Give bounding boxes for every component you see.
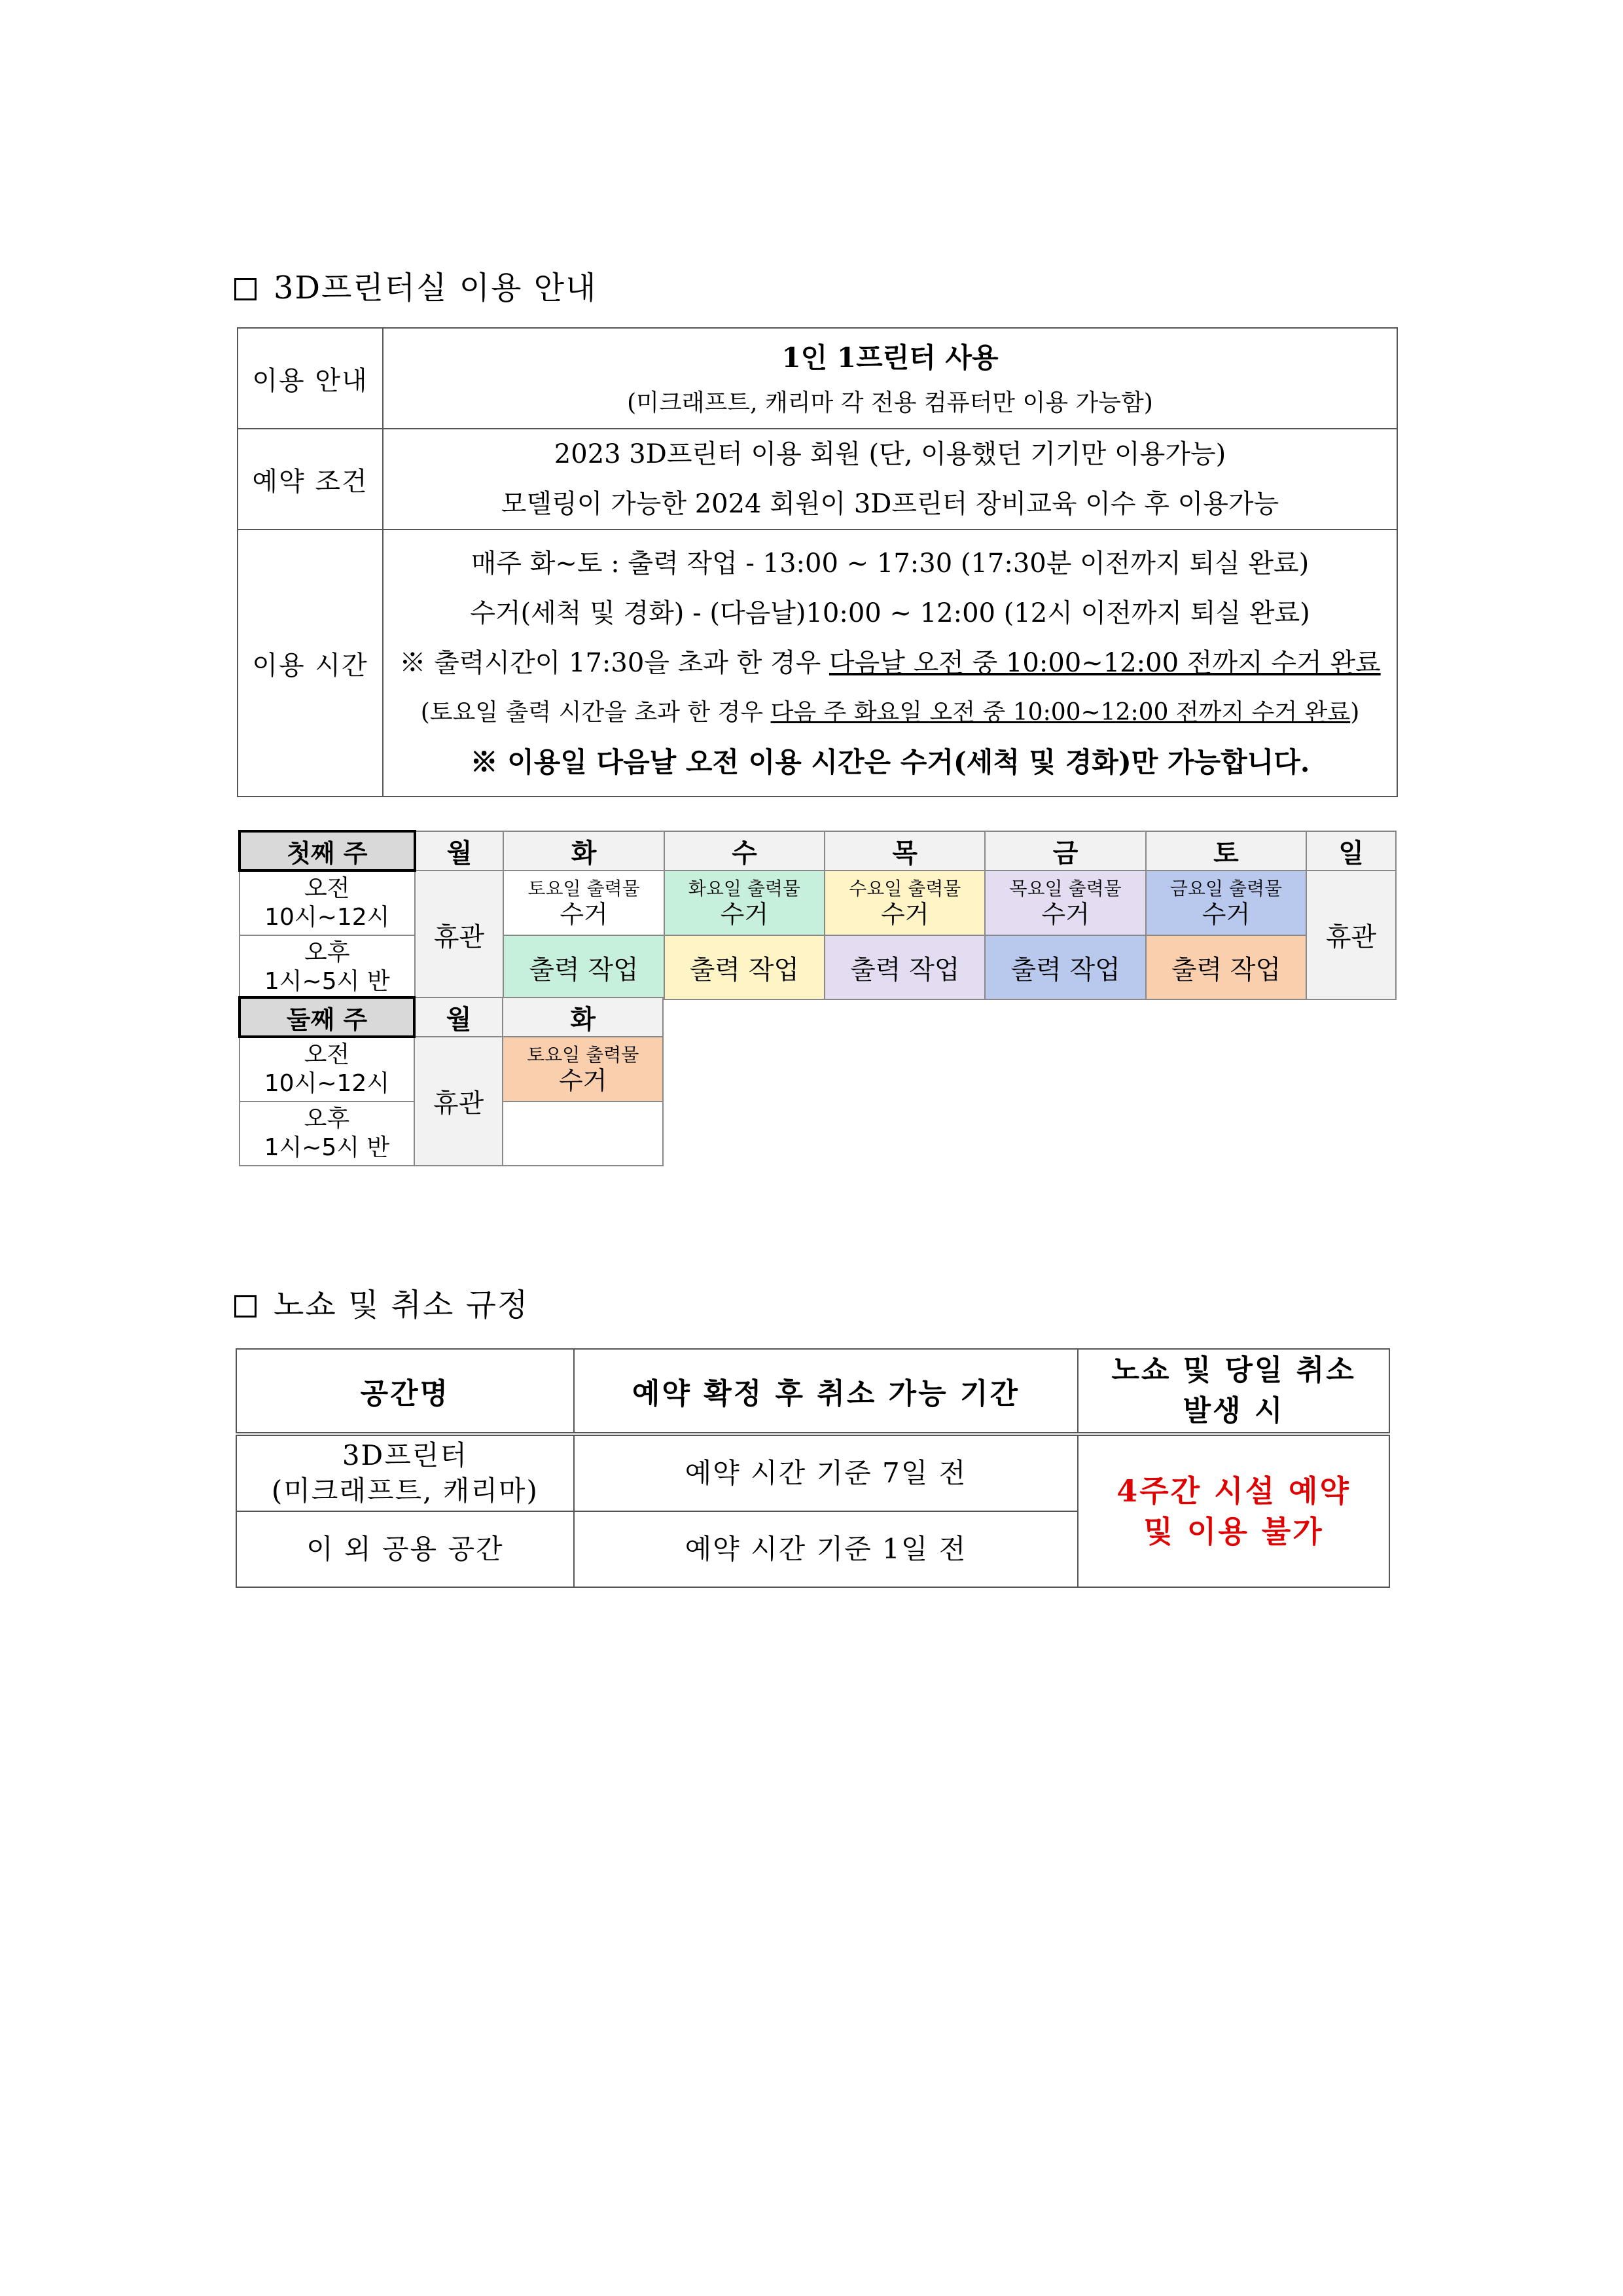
week1-wed-pm: 출력 작업 [664,935,825,999]
week1-fri-am [985,870,1145,935]
week2-mon-closed: 휴관 [414,1037,503,1166]
week1-day-fri: 금 [985,831,1145,870]
usage-header: 이용 안내 [238,328,383,429]
cell-big-text: 수거 [1041,899,1090,929]
penalty-text: 4주간 시설 예약 및 이용 불가 [1078,1434,1389,1587]
cell-small-text: 목요일 출력물 [1009,877,1122,899]
week1-pm-row [240,935,1396,999]
cell-small-text: 토요일 출력물 [527,1043,639,1066]
week2-schedule-table [238,996,664,1166]
week2-header-row [240,997,663,1037]
week1-pm-label: 오후 1시~5시 반 [240,935,415,999]
week1-thu-pm: 출력 작업 [825,935,985,999]
week1-header-row [240,831,1396,870]
booking-line-2: 모델링이 가능한 2024 회원이 3D프린터 장비교육 이수 후 이용가능 [501,489,1279,519]
week1-am-row [240,870,1396,935]
week1-sat-pm: 출력 작업 [1146,935,1306,999]
cell-small-text: 토요일 출력물 [527,877,640,899]
cell-big-text: 수거 [558,1066,607,1095]
period-3d-printer: 예약 시간 기준 7일 전 [574,1434,1078,1511]
week1-wed-am [664,870,825,935]
week2-pm-label: 오후 1시~5시 반 [240,1102,414,1166]
week1-sat-am [1146,870,1306,935]
hours-line-3 [383,638,1397,688]
hours-content [383,529,1397,797]
hours-line-4-suffix: ) [1350,699,1360,726]
hours-header: 이용 시간 [238,529,383,797]
week1-day-wed: 수 [664,831,825,870]
week2-tue-am [503,1037,663,1102]
cancel-row-3d-printer [236,1434,1389,1511]
cell-small-text: 금요일 출력물 [1169,877,1283,899]
week1-tue-am [503,870,664,935]
week1-day-sun: 일 [1306,831,1396,870]
usage-info-table [237,327,1398,797]
hours-line-3-prefix: ※ 출력시간이 17:30을 초과 한 경우 [399,648,829,678]
week1-sun-closed: 휴관 [1306,870,1396,999]
week1-label: 첫째 주 [240,831,415,870]
usage-row [238,328,1397,429]
hours-line-3-underlined: 다음날 오전 중 10:00~12:00 전까지 수거 완료 [829,648,1381,678]
booking-content [383,429,1397,529]
week2-day-mon: 월 [414,997,503,1037]
cell-small-text: 화요일 출력물 [688,877,800,899]
header-cancel-period: 예약 확정 후 취소 가능 기간 [574,1349,1078,1434]
week2-am-row [240,1037,663,1102]
booking-header: 예약 조건 [238,429,383,529]
space-3d-printer: 3D프린터 (미크래프트, 캐리마) [236,1434,574,1511]
checkbox-square-icon [234,278,257,300]
cell-big-text: 수거 [720,899,769,929]
week2-am-label: 오전 10시~12시 [240,1037,414,1102]
week1-mon-closed: 휴관 [415,870,504,999]
week2-day-tue: 화 [503,997,663,1037]
hours-line-2: 수거(세척 및 경화) - (다음날)10:00 ~ 12:00 (12시 이전까지 퇴실 완료) [470,598,1310,628]
section-title-noshow-policy [234,1285,529,1325]
booking-line-1: 2023 3D프린터 이용 회원 (단, 이용했던 기기만 이용가능) [554,439,1226,469]
cell-big-text: 수거 [560,899,608,929]
hours-line-5: ※ 이용일 다음날 오전 이용 시간은 수거(세척 및 경화)만 가능합니다. [470,746,1310,778]
hours-line-4-underlined: 다음 주 화요일 오전 중 10:00~12:00 전까지 수거 완료 [770,699,1351,726]
week2-tue-pm-empty [503,1102,663,1166]
week1-day-thu: 목 [825,831,985,870]
section-title-text: 3D프린터실 이용 안내 [274,270,597,306]
header-space-name: 공간명 [236,1349,574,1434]
week2-label: 둘째 주 [240,997,414,1037]
cancellation-policy-table [236,1348,1390,1588]
cell-big-text: 수거 [1202,899,1251,929]
hours-line-1: 매주 화~토 : 출력 작업 - 13:00 ~ 17:30 (17:30분 이전까지 퇴실 완료) [471,548,1310,579]
cell-big-text: 수거 [881,899,929,929]
week1-day-tue: 화 [503,831,664,870]
usage-line-2: (미크래프트, 캐리마 각 전용 컴퓨터만 이용 가능함) [627,389,1153,416]
hours-line-4 [383,688,1397,738]
cell-small-text: 수요일 출력물 [849,877,961,899]
cancel-header-row [236,1349,1389,1434]
space-other-common: 이 외 공용 공간 [236,1511,574,1587]
section-title-3d-printer-room [234,268,597,308]
week1-day-mon: 월 [415,831,504,870]
hours-row [238,529,1397,797]
period-other-common: 예약 시간 기준 1일 전 [574,1511,1078,1587]
week1-schedule-table [238,830,1397,1000]
section-title-text: 노쇼 및 취소 규정 [274,1287,529,1323]
week1-day-sat: 토 [1146,831,1306,870]
usage-content [383,328,1397,429]
checkbox-square-icon [234,1295,257,1318]
week1-am-label: 오전 10시~12시 [240,870,415,935]
usage-line-1: 1인 1프린터 사용 [781,342,999,374]
booking-row [238,429,1397,529]
week1-thu-am [825,870,985,935]
week1-tue-pm: 출력 작업 [503,935,664,999]
week1-fri-pm: 출력 작업 [985,935,1145,999]
header-noshow-penalty: 노쇼 및 당일 취소 발생 시 [1078,1349,1389,1434]
hours-line-4-prefix: (토요일 출력 시간을 초과 한 경우 [420,699,771,726]
